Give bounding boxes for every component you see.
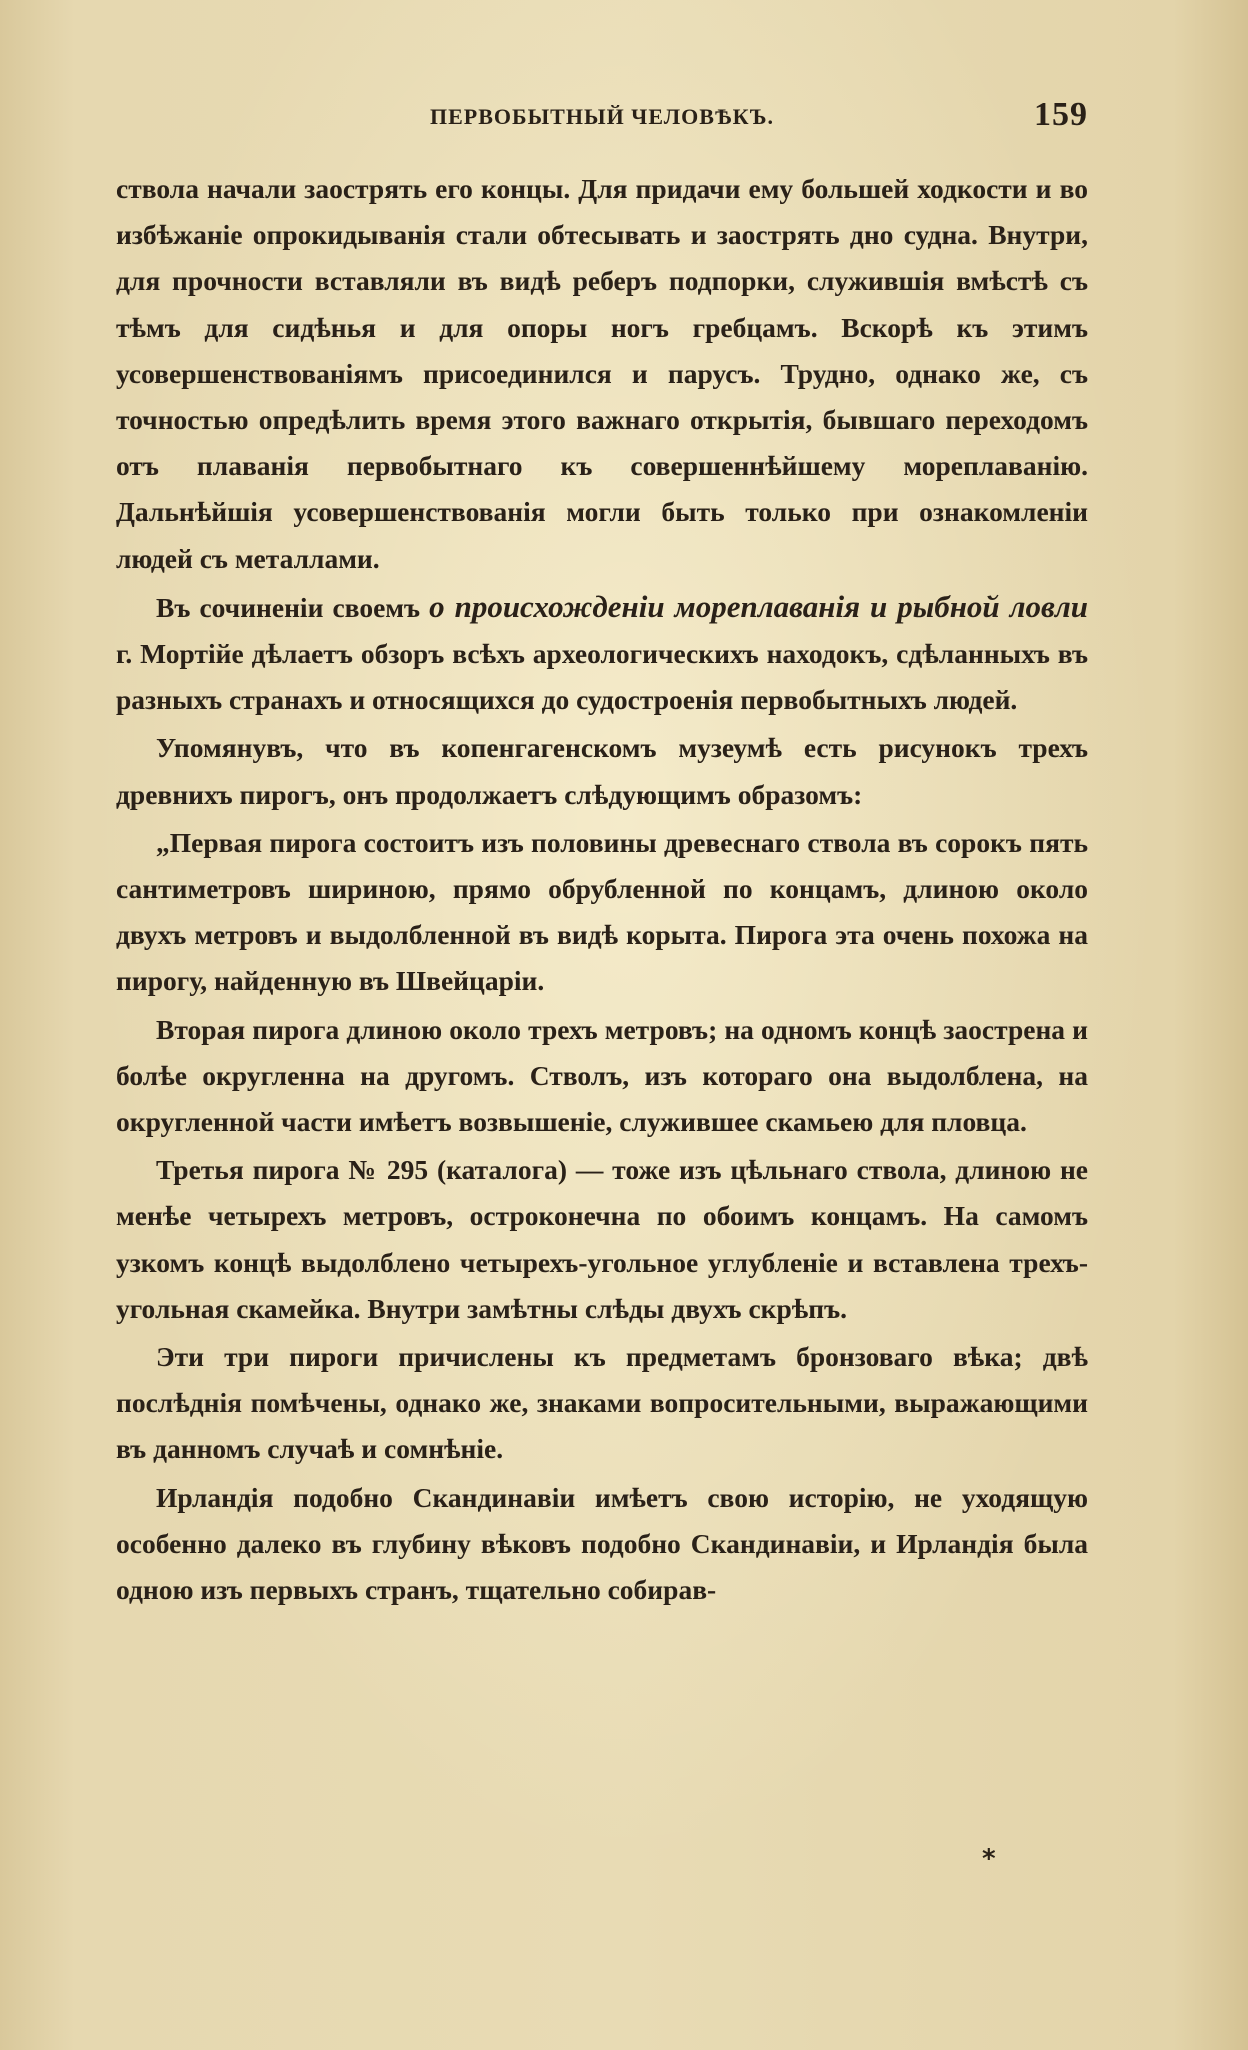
body-text: [116, 166, 1088, 1615]
paragraph-4: „Первая пирога состоитъ изъ половины древеснаго ствола въ сорокъ пять сантиметровъ шириною, прямо обрубленной по концамъ, длиною около двухъ метровъ и выдолбленной въ видѣ корыта. Пирога эта очень похожа на пирогу, найденную въ Швейцаріи.: [116, 826, 1088, 997]
page-number: 159: [1034, 96, 1088, 133]
paragraph-7: Эти три пироги причислены къ предметамъ бронзоваго вѣка; двѣ послѣднія помѣчены, однако же, знаками вопросительными, выражающими въ данномъ случаѣ и сомнѣніе.: [116, 1341, 1088, 1465]
paragraph-2-rest: г. Мортійе дѣлаетъ обзоръ всѣхъ археологическихъ находокъ, сдѣланныхъ въ разныхъ странахъ и относящихся до судостроенія первобытныхъ людей.: [116, 638, 1088, 716]
paragraph-6: Третья пирога № 295 (каталога) — тоже изъ цѣльнаго ствола, длиною не менѣе четырехъ метровъ, остроконечна по обоимъ концамъ. На самомъ узкомъ концѣ выдолблено четырехъ-угольное углубленіе и вставлена трехъ-угольная скамейка. Внутри замѣтны слѣды двухъ скрѣпъ.: [116, 1154, 1088, 1324]
paragraph-2: [116, 584, 1088, 724]
paragraph-5: Вторая пирога длиною около трехъ метровъ; на одномъ концѣ заострена и болѣе округленна на другомъ. Стволъ, изъ котораго она выдолблена, на округленной части имѣетъ возвышеніе, служившее скамьею для пловца.: [116, 1013, 1088, 1138]
paragraph-3: Упомянувъ, что въ копенгагенскомъ музеумѣ есть рисунокъ трехъ древнихъ пирогъ, онъ продолжаетъ слѣдующимъ образомъ:: [116, 732, 1088, 810]
paragraph-2-lead: Въ сочиненіи своемъ: [156, 591, 430, 623]
paragraph-8: Ирландія подобно Скандинавіи имѣетъ свою исторію, не уходящую особенно далеко въ глубину вѣковъ подобно Скандинавіи, и Ирландія была одною изъ первыхъ странъ, тщательно собирав-: [116, 1481, 1088, 1606]
paragraph-1: ствола начали заострять его концы. Для придачи ему большей ходкости и во избѣжаніе опрокидыванія стали обтесывать и заострять дно судна. Внутри, для прочности вставляли въ видѣ реберъ подпорки, служившія вмѣстѣ съ тѣмъ для сидѣнья и для опоры ногъ гребцамъ. Вскорѣ къ этимъ усовершенствованіямъ присоединился и парусъ. Трудно, однако же, съ точностью опредѣлить время этого важнаго открытія, бывшаго переходомъ отъ плаванія первобытнаго къ совершеннѣйшему мореплаванію. Дальнѣйшія усовершенствованія могли быть только при ознакомленіи людей съ металлами.: [116, 173, 1088, 574]
running-head: [116, 96, 1088, 140]
signature-mark: *: [982, 1844, 996, 1874]
running-title: ПЕРВОБЫТНЫЙ ЧЕЛОВѢКЪ.: [430, 104, 774, 129]
italic-book-title: о происхожденіи мореплаванія и рыбной ловли: [429, 588, 1088, 624]
